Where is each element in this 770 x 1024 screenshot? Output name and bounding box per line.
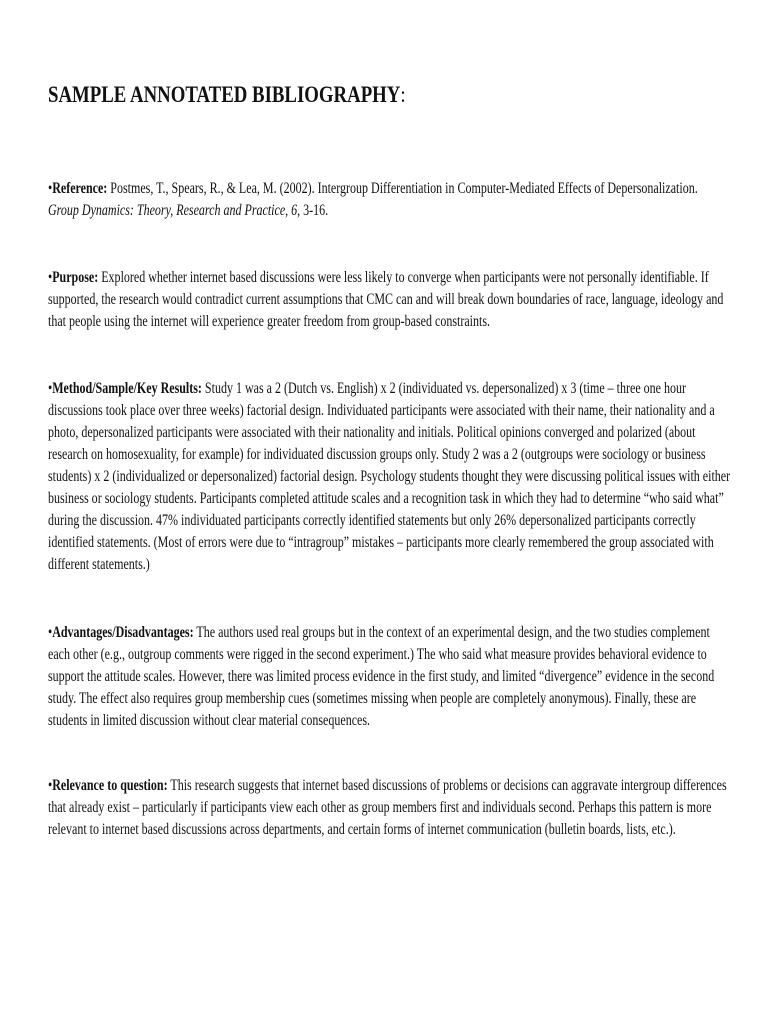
method-line — [48, 378, 719, 400]
reference-line-1 — [48, 178, 719, 200]
advantages-line: each other (e.g., outgroup comments were rigged in the second experiment.) The who said what measure provides behavioral evidence to — [48, 646, 707, 663]
method-label: Method/Sample/Key Results: — [52, 380, 202, 397]
method-line: during the discussion. 47% individuated participants correctly identified statements but only 26% depersonalized participants correctly — [48, 512, 696, 529]
bullet: • — [48, 269, 53, 286]
method-line: identified statements. (Most of errors were due to “intragroup” mistakes – participants more clearly remembered the group associated with — [48, 534, 714, 551]
method-section — [48, 378, 731, 576]
advantages-text: The authors used real groups but in the context of an experimental design, and the two studies complement — [193, 624, 710, 641]
reference-line-2 — [48, 200, 719, 222]
reference-citation: Postmes, T., Spears, R., & Lea, M. (2002). Intergroup Differentiation in Computer-Mediated Effects of Depersonalization. — [107, 180, 698, 197]
reference-section — [48, 178, 719, 222]
method-line: discussions took place over three weeks) factorial design. Individuated participants were associated with their name, their nationality and a — [48, 402, 715, 419]
purpose-line: supported, the research would contradict current assumptions that CMC can and will break down boundaries of race, language, ideology and — [48, 291, 724, 308]
purpose-label: Purpose: — [52, 269, 99, 286]
advantages-line: support the attitude scales. However, there was limited process evidence in the first study, and limited “divergence” evidence in the second — [48, 668, 715, 685]
bullet: • — [48, 180, 53, 197]
relevance-line: that already exist – particularly if participants view each other as group members first and individuals second. Perhaps this pattern is more — [48, 799, 712, 816]
purpose-text: Explored whether internet based discussions were less likely to converge when participants were not personally identifiable. If — [98, 269, 709, 286]
bullet: • — [48, 380, 53, 397]
purpose-line: that people using the internet will experience greater freedom from group-based constraints. — [48, 313, 491, 330]
method-line: students) x 2 (individualized or depersonalized) factorial design. Psychology students thought they were discussing political issues with either — [48, 468, 731, 485]
relevance-section — [48, 775, 727, 841]
relevance-text: This research suggests that internet based discussions of problems or decisions can aggravate intergroup differences — [167, 777, 727, 794]
page-title — [48, 80, 608, 110]
bullet: • — [48, 624, 53, 641]
purpose-line — [48, 267, 719, 289]
relevance-label: Relevance to question: — [52, 777, 168, 794]
advantages-line: students in limited discussion without clear material consequences. — [48, 712, 371, 729]
relevance-line — [48, 775, 727, 797]
relevance-line: relevant to internet based discussions across departments, and certain forms of internet communication (bulletin boards, lists, etc.). — [48, 821, 676, 838]
purpose-section — [48, 267, 724, 333]
method-text: Study 1 was a 2 (Dutch vs. English) x 2 (individuated vs. depersonalized) x 3 (time – three one hour — [201, 380, 687, 397]
method-line: research on homosexuality, for example) for individuated discussion groups only. Study 2 was a 2 (outgroups were sociology or business — [48, 446, 706, 463]
bullet: • — [48, 777, 53, 794]
advantages-line — [48, 622, 719, 644]
method-line: business or sociology students. Participants completed attitude scales and a recognition task in which they had to determine “who said what” — [48, 490, 724, 507]
advantages-line: study. The effect also requires group membership cues (sometimes missing when people are completely anonymous). Finally, these are — [48, 690, 697, 707]
reference-label: Reference: — [52, 180, 108, 197]
reference-pages: , 3-16. — [297, 202, 329, 219]
method-line: photo, depersonalized participants were associated with their nationality and initials. Political opinions converged and polarized (about — [48, 424, 696, 441]
title-colon: : — [400, 82, 406, 108]
advantages-label: Advantages/Disadvantages: — [52, 624, 194, 641]
method-line: different statements.) — [48, 556, 150, 573]
title-text: SAMPLE ANNOTATED BIBLIOGRAPHY — [48, 82, 401, 108]
reference-journal: Group Dynamics: Theory, Research and Practice, 6 — [48, 202, 298, 219]
advantages-section — [48, 622, 719, 732]
